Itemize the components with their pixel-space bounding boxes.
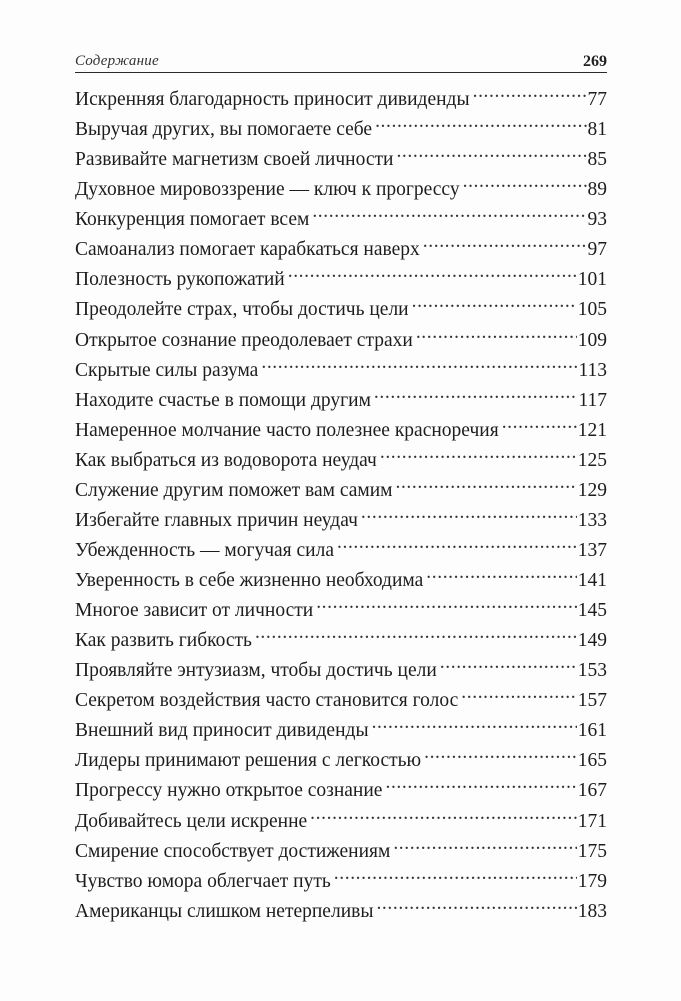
toc-entry <box>75 205 607 235</box>
dot-leader <box>255 627 577 647</box>
toc-entry-page: 85 <box>587 149 607 171</box>
toc-entry <box>75 837 607 867</box>
dot-leader <box>423 236 587 256</box>
toc-entry <box>75 85 607 115</box>
toc-entry-page: 117 <box>578 389 607 411</box>
toc-entry-page: 113 <box>578 359 607 381</box>
toc-entry-title: Служение другим поможет вам самим <box>75 479 393 501</box>
dot-leader <box>426 567 576 587</box>
toc-entry-page: 153 <box>577 660 607 682</box>
toc-entry-title: Духовное мировоззрение — ключ к прогрессу <box>75 179 460 201</box>
toc-entry <box>75 746 607 776</box>
toc-entry <box>75 716 607 746</box>
dot-leader <box>337 536 577 556</box>
toc-entry-title: Самоанализ помогает карабкаться наверх <box>75 239 420 261</box>
toc-entry-title: Секретом воздействия часто становится голос <box>75 690 459 712</box>
toc-entry-page: 133 <box>577 509 607 531</box>
dot-leader <box>361 506 577 526</box>
dot-leader <box>334 867 577 887</box>
dot-leader <box>288 266 577 286</box>
toc-entry <box>75 115 607 145</box>
toc-entry-page: 175 <box>577 840 607 862</box>
toc-entry-title: Полезность рукопожатий <box>75 269 285 291</box>
toc-entry-title: Находите счастье в помощи другим <box>75 389 371 411</box>
toc-entry-title: Конкуренция помогает всем <box>75 209 310 231</box>
toc-entry-title: Искренняя благодарность приносит дивиденды <box>75 89 470 110</box>
toc-entry-title: Скрытые силы разума <box>75 359 259 381</box>
toc-entry <box>75 536 607 566</box>
toc-entry <box>75 476 607 506</box>
toc-entry-page: 183 <box>577 900 607 922</box>
toc-entry-title: Внешний вид приносит дивиденды <box>75 720 369 742</box>
toc-entry <box>75 145 607 175</box>
toc-entry-title: Намеренное молчание часто полезнее красноречия <box>75 419 499 441</box>
toc-entry-title: Уверенность в себе жизненно необходима <box>75 570 424 591</box>
toc-entry-page: 129 <box>577 479 607 501</box>
toc-entry <box>75 446 607 476</box>
dot-leader <box>310 807 577 827</box>
toc-entry <box>75 867 607 897</box>
dot-leader <box>385 777 576 797</box>
toc-entry-page: 109 <box>577 329 607 351</box>
toc-entry <box>75 416 607 446</box>
toc-entry-title: Избегайте главных причин неудач <box>75 509 358 531</box>
toc-entry-title: Прогрессу нужно открытое сознание <box>75 780 383 802</box>
dot-leader <box>312 206 586 226</box>
toc-entry-page: 165 <box>577 750 607 772</box>
toc-entry-title: Смирение способствует достижениям <box>75 840 391 862</box>
toc-entry-page: 161 <box>577 720 607 742</box>
toc-entry-title: Добивайтесь цели искренне <box>75 810 308 832</box>
dot-leader <box>316 597 577 617</box>
dot-leader <box>463 176 587 196</box>
toc-entry-page: 125 <box>577 449 607 471</box>
dot-leader <box>395 476 576 496</box>
running-head-section-title: Содержание <box>75 53 159 69</box>
toc-entry <box>75 506 607 536</box>
toc-entry-title: Как развить гибкость <box>75 630 252 652</box>
toc-entry <box>75 235 607 265</box>
toc-entry <box>75 656 607 686</box>
toc-entry-title: Преодолейте страх, чтобы достичь цели <box>75 299 409 321</box>
toc-entry <box>75 776 607 806</box>
dot-leader <box>440 657 577 677</box>
dot-leader <box>412 296 577 316</box>
toc-entry <box>75 356 607 386</box>
toc-entry-page: 149 <box>577 630 607 652</box>
toc-entry <box>75 596 607 626</box>
toc-entry-page: 145 <box>577 600 607 622</box>
toc-entry <box>75 626 607 656</box>
toc-entry-title: Как выбраться из водоворота неудач <box>75 449 377 471</box>
toc-entry <box>75 265 607 295</box>
toc-entry-page: 77 <box>587 89 607 110</box>
toc-entry-page: 101 <box>577 269 607 291</box>
toc-entry <box>75 326 607 356</box>
page-number: 269 <box>583 53 607 70</box>
toc-entry-title: Развивайте магнетизм своей личности <box>75 149 394 171</box>
toc-entry <box>75 295 607 325</box>
toc-entry-page: 141 <box>577 570 607 591</box>
dot-leader <box>461 687 576 707</box>
toc-entry-title: Проявляйте энтузиазм, чтобы достичь цели <box>75 660 437 682</box>
dot-leader <box>396 146 586 166</box>
running-head <box>75 52 607 73</box>
toc-entry <box>75 807 607 837</box>
dot-leader <box>380 446 577 466</box>
toc-entry-title: Американцы слишком нетерпеливы <box>75 900 374 922</box>
toc-entry-title: Лидеры принимают решения с легкостью <box>75 750 422 772</box>
toc-entry <box>75 386 607 416</box>
toc-entry-page: 167 <box>577 780 607 802</box>
dot-leader <box>375 116 586 136</box>
dot-leader <box>502 416 577 436</box>
dot-leader <box>416 326 577 346</box>
toc-entry-title: Убежденность — могучая сила <box>75 539 334 561</box>
toc-entry-page: 105 <box>577 299 607 321</box>
dot-leader <box>424 747 577 767</box>
toc-entry-page: 157 <box>577 690 607 712</box>
toc-entry-title: Выручая других, вы помогаете себе <box>75 119 373 141</box>
toc-entry <box>75 175 607 205</box>
toc-entry-page: 89 <box>587 179 607 201</box>
toc-entry-page: 171 <box>577 810 607 832</box>
toc-entry-page: 179 <box>577 870 607 892</box>
toc-entry-title: Открытое сознание преодолевает страхи <box>75 329 413 351</box>
toc-entry <box>75 566 607 596</box>
toc-entry-page: 121 <box>577 419 607 441</box>
toc-entry <box>75 897 607 927</box>
dot-leader <box>473 86 587 106</box>
toc-entry-page: 81 <box>587 119 607 141</box>
toc-entry-title: Многое зависит от личности <box>75 600 314 622</box>
toc-entry-page: 137 <box>577 539 607 561</box>
table-of-contents <box>75 85 607 927</box>
dot-leader <box>376 897 576 917</box>
dot-leader <box>393 837 576 857</box>
toc-entry-page: 93 <box>587 209 607 231</box>
toc-entry-page: 97 <box>587 239 607 261</box>
toc-entry <box>75 686 607 716</box>
dot-leader <box>372 717 577 737</box>
dot-leader <box>261 356 577 376</box>
toc-entry-title: Чувство юмора облегчает путь <box>75 870 331 892</box>
dot-leader <box>374 386 578 406</box>
